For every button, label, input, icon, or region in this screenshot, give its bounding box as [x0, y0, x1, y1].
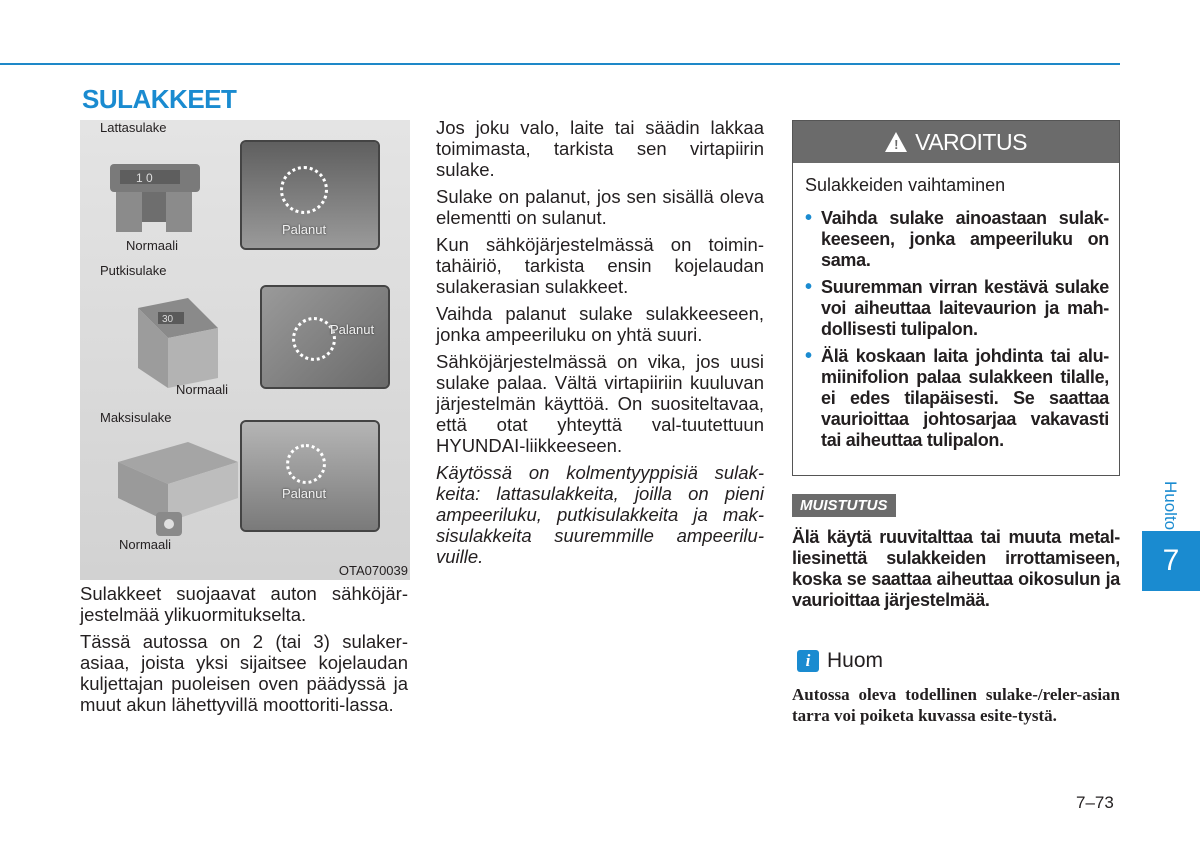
warning-box — [792, 120, 1120, 476]
warning-subtitle: Sulakkeiden vaihtaminen — [805, 175, 1006, 195]
burnt-element-circle — [286, 444, 326, 484]
fuse-figure — [80, 120, 410, 580]
paragraph: Vaihda palanut sulake sulakkeeseen, jonka ampeeriluku on yhtä suuri. — [436, 303, 764, 345]
maxi-fuse-image — [108, 432, 258, 542]
svg-text:30: 30 — [162, 314, 174, 325]
note-text: Autossa oleva todellinen sulake-/reler-asian tarra voi poiketa kuvassa esite-tystä. — [792, 685, 1120, 725]
label-burnt-3: Palanut — [282, 486, 327, 501]
warning-title: VAROITUS — [915, 128, 1027, 155]
column-1-text — [80, 583, 408, 721]
label-burnt-1: Palanut — [282, 222, 327, 237]
paragraph: Kun sähköjärjestelmässä on toimin-tahäiriö, tarkista ensin kojelaudan sulakerasian sulakkeet. — [436, 234, 764, 297]
note-title: Huom — [827, 649, 884, 672]
svg-text:1 0: 1 0 — [136, 171, 153, 185]
column-2-text — [436, 117, 764, 573]
section-title: SULAKKEET — [82, 84, 237, 114]
paragraph-italic: Käytössä on kolmentyyppisiä sulak-keita: lattasulakkeita, joilla on pieni ampeeriluku, putkisulakkeita ja mak-sisulakkeita suuremmille ampeerilu-vuille. — [436, 462, 764, 567]
paragraph: Sähköjärjestelmässä on vika, jos uusi sulake palaa. Vältä virtapiiriin kuuluvan järjestelmän käyttöä. On suositeltavaa, että otat yhteyttä val-tuutettuun HYUNDAI-liikkeeseen. — [436, 351, 764, 456]
label-normal-3: Normaali — [119, 537, 172, 552]
warning-triangle-icon: ! — [885, 132, 907, 152]
label-normal-1: Normaali — [126, 238, 179, 253]
warning-item: • Vaihda sulake ainoastaan sulak-keeseen, jonka ampeeriluku on sama. — [805, 208, 1109, 271]
warning-item: • Suuremman virran kestävä sulake voi aiheuttaa laitevaurion ja mah-dollisesti tulipalon. — [805, 277, 1109, 340]
paragraph: Jos joku valo, laite tai säädin lakkaa toimimasta, tarkista sen virtapiirin sulake. — [436, 117, 764, 180]
burnt-element-circle — [280, 166, 328, 214]
paragraph: Sulake on palanut, jos sen sisällä oleva elementti on sulanut. — [436, 186, 764, 228]
warning-header — [793, 121, 1119, 163]
label-maxi-fuse: Maksisulake — [100, 410, 172, 425]
top-rule — [0, 63, 1120, 65]
notice-badge: MUISTUTUS — [792, 494, 896, 517]
paragraph: Tässä autossa on 2 (tai 3) sulaker-asiaa, joista yksi sijaitsee kojelaudan kuljettajan puoleisen oven päädyssä ja muut akun lähettyvillä moottoriti-lassa. — [80, 631, 408, 715]
paragraph: Sulakkeet suojaavat auton sähköjär-jestelmää ylikuormitukselta. — [80, 583, 408, 625]
info-icon: i — [797, 650, 819, 672]
side-section-label: Huolto — [1161, 481, 1180, 531]
label-flat-fuse: Lattasulake — [100, 120, 167, 135]
chapter-tab: 7 — [1142, 531, 1200, 591]
zoom-tube-fuse — [260, 285, 390, 389]
warning-item: • Älä koskaan laita johdinta tai alu-miinifolion palaa sulakkeen tilalle, ei edes tilapäisesti. Se saattaa vaurioittaa johtosarjaa vakavasti tai aiheuttaa tulipalon. — [805, 346, 1109, 451]
label-tube-fuse: Putkisulake — [100, 263, 167, 278]
label-normal-2: Normaali — [176, 382, 229, 397]
flat-fuse-image — [100, 150, 220, 240]
zoom-maxi-fuse — [240, 420, 380, 532]
note-header — [797, 649, 883, 673]
page-number: 7–73 — [1076, 793, 1114, 812]
notice-text: Älä käytä ruuvitalttaa tai muuta metal-liesinettä sulakkeiden irrottamiseen, koska se saattaa aiheuttaa oikosulun ja vaurioittaa järjestelmää. — [792, 527, 1120, 610]
warning-list — [805, 208, 1109, 451]
label-burnt-2: Palanut — [330, 322, 375, 337]
figure-code: OTA070039 — [338, 563, 408, 578]
